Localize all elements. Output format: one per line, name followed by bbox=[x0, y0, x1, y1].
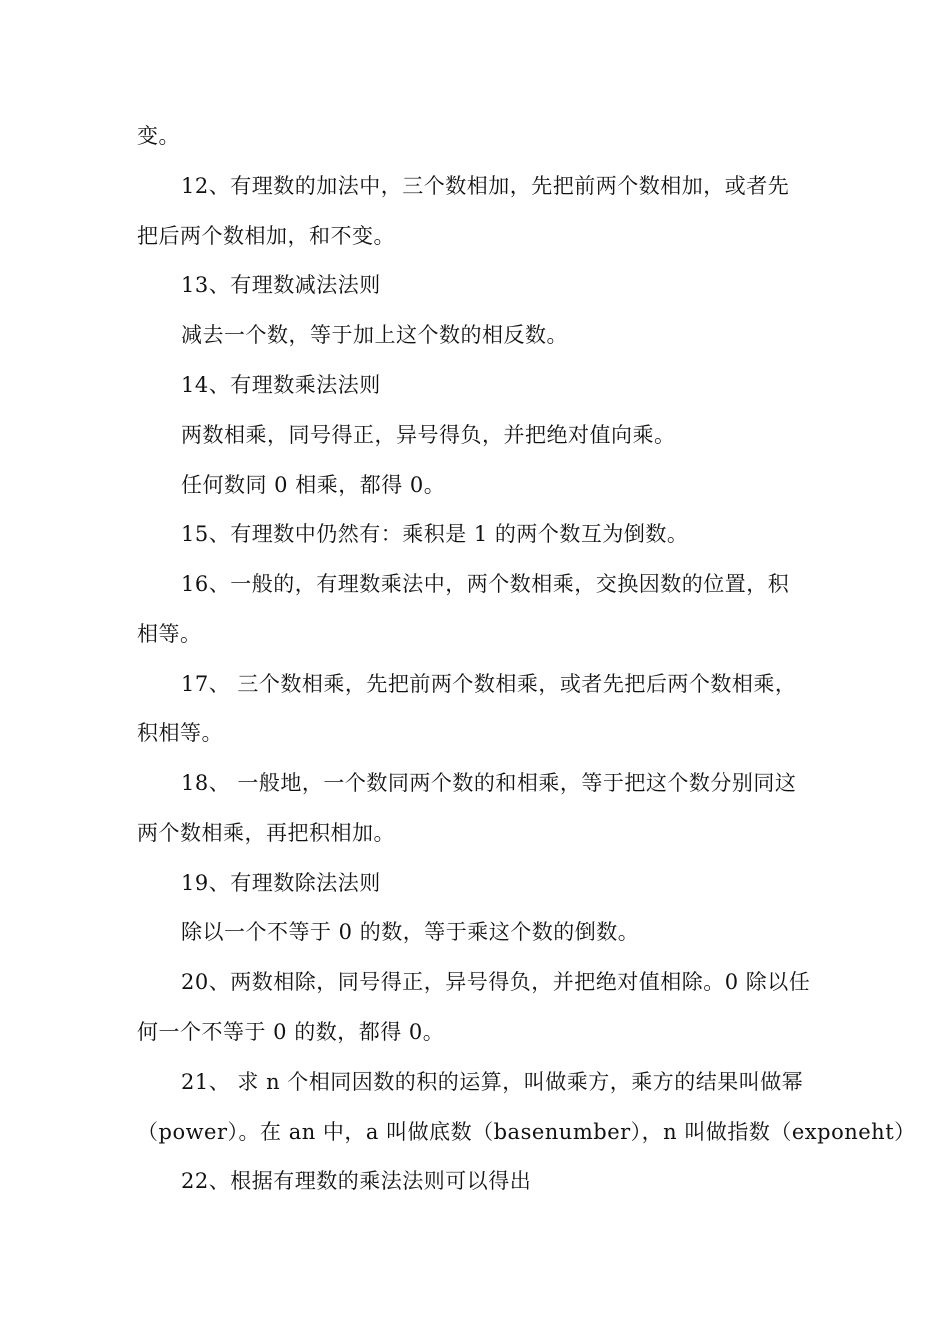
text-line: 把后两个数相加，和不变。 bbox=[137, 224, 395, 248]
text-line: 17、 三个数相乘，先把前两个数相乘，或者先把后两个数相乘， bbox=[181, 672, 797, 696]
text-line: 相等。 bbox=[137, 622, 202, 646]
text-line: 积相等。 bbox=[137, 721, 223, 745]
text-line: 何一个不等于 0 的数，都得 0。 bbox=[137, 1020, 445, 1044]
text-line: 12、有理数的加法中，三个数相加，先把前两个数相加，或者先 bbox=[181, 174, 790, 198]
text-line: 18、 一般地，一个数同两个数的和相乘，等于把这个数分别同这 bbox=[181, 771, 797, 795]
text-line: 16、一般的，有理数乘法中，两个数相乘，交换因数的位置，积 bbox=[181, 572, 790, 596]
text-line: 两数相乘，同号得正，异号得负，并把绝对值向乘。 bbox=[181, 423, 676, 447]
text-line: 除以一个不等于 0 的数，等于乘这个数的倒数。 bbox=[181, 920, 640, 944]
text-line: 两个数相乘，再把积相加。 bbox=[137, 821, 395, 845]
text-line: 22、根据有理数的乘法法则可以得出 bbox=[181, 1169, 532, 1193]
text-line: 减去一个数，等于加上这个数的相反数。 bbox=[181, 323, 568, 347]
text-line: 任何数同 0 相乘，都得 0。 bbox=[181, 473, 446, 497]
text-line: 变。 bbox=[137, 124, 180, 148]
text-line: 19、有理数除法法则 bbox=[181, 871, 381, 895]
text-line: 13、有理数减法法则 bbox=[181, 273, 381, 297]
text-line: （power）。在 an 中，a 叫做底数（basenumber），n 叫做指数（exponeht） bbox=[137, 1120, 916, 1144]
text-line: 20、两数相除，同号得正，异号得负，并把绝对值相除。0 除以任 bbox=[181, 970, 811, 994]
text-line: 14、有理数乘法法则 bbox=[181, 373, 381, 397]
text-line: 15、有理数中仍然有：乘积是 1 的两个数互为倒数。 bbox=[181, 522, 689, 546]
text-line: 21、 求 n 个相同因数的积的运算，叫做乘方，乘方的结果叫做幂 bbox=[181, 1070, 804, 1094]
